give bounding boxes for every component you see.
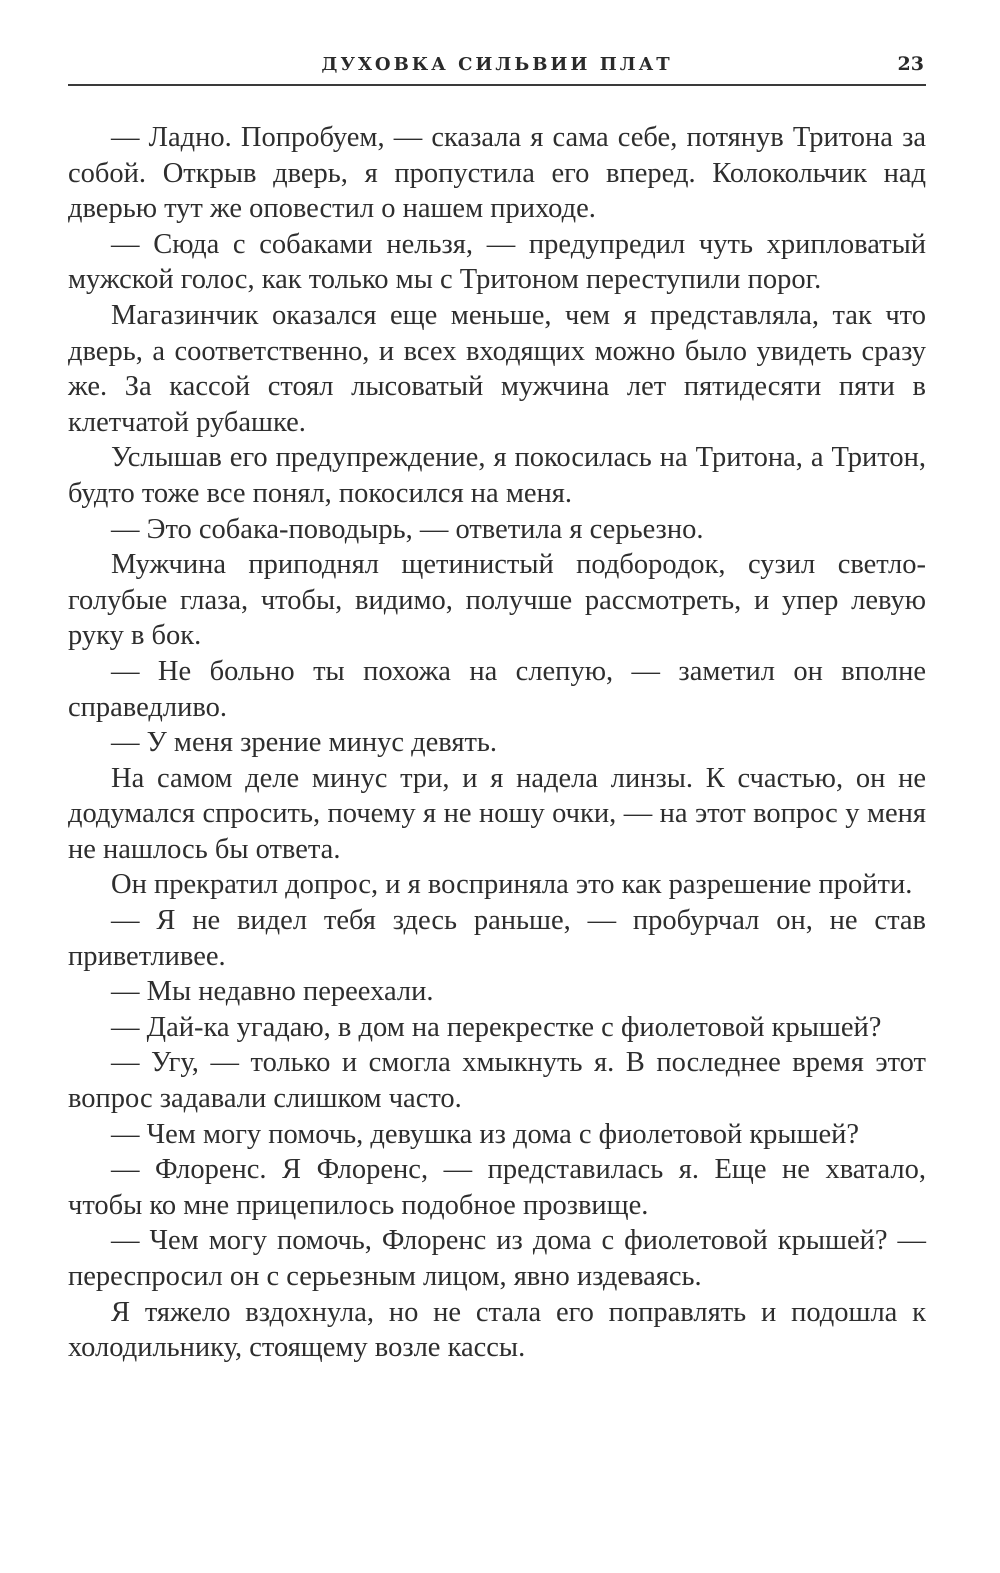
paragraph: — Дай-ка угадаю, в дом на перекрестке с фиолетовой крышей?	[111, 1011, 882, 1043]
paragraph: — Флоренс. Я Флоренс, — представилась я. Еще не хватало, чтобы ко мне прицепилось подобное прозвище.	[68, 1154, 926, 1221]
paragraph: — Угу, — только и смогла хмыкнуть я. В последнее время этот вопрос задавали слишком часто.	[68, 1047, 926, 1115]
running-header	[68, 50, 926, 86]
paragraph: Я тяжело вздохнула, но не стала его поправлять и подошла к холодильнику, стоящему возле кассы.	[68, 1296, 926, 1364]
paragraph: — Не больно ты похожа на слепую, — заметил он вполне справедливо.	[68, 655, 926, 723]
paragraph: Мужчина приподнял щетинистый подбородок, сузил светло-голубые глаза, чтобы, видимо, получше рассмотреть, и упер левую руку в бок.	[68, 549, 926, 652]
paragraph: Услышав его предупреждение, я покосилась на Тритона, а Тритон, будто тоже все понял, покосился на меня.	[68, 442, 926, 509]
paragraph: На самом деле минус три, и я надела линзы. К счастью, он не додумался спросить, почему я не ношу очки, — на этот вопрос у меня не нашлось бы ответа.	[68, 762, 926, 865]
paragraph: — Это собака-поводырь, — ответила я серьезно.	[111, 513, 704, 545]
paragraph: — Ладно. Попробуем, — сказала я сама себе, потянув Тритона за собой. Открыв дверь, я пропустила его вперед. Колокольчик над дверью тут же оповестил о нашем приходе.	[68, 122, 926, 225]
page-number: 23	[897, 53, 924, 75]
paragraph: Магазинчик оказался еще меньше, чем я представляла, так что дверь, а соответственно, и всех входящих можно было увидеть сразу же. За кассой стоял лысоватый мужчина лет пятидесяти пяти в клетчатой рубашке.	[68, 299, 926, 438]
paragraph: — Сюда с собаками нельзя, — предупредил чуть хрипловатый мужской голос, как только мы с Тритоном переступили порог.	[68, 228, 926, 296]
paragraph: — Я не видел тебя здесь раньше, — пробурчал он, не став приветливее.	[68, 905, 926, 972]
paragraph: — Чем могу помочь, Флоренс из дома с фиолетовой крышей? — переспросил он с серьезным лицом, явно издеваясь.	[68, 1225, 926, 1292]
paragraph: — Чем могу помочь, девушка из дома с фиолетовой крышей?	[111, 1118, 860, 1150]
paragraph: — Мы недавно переехали.	[111, 976, 434, 1008]
running-title: ДУХОВКА СИЛЬВИИ ПЛАТ	[321, 54, 673, 75]
paragraph: Он прекратил допрос, и я восприняла это как разрешение пройти.	[111, 869, 913, 901]
text-body	[68, 120, 926, 1366]
paragraph: — У меня зрение минус девять.	[111, 727, 498, 759]
